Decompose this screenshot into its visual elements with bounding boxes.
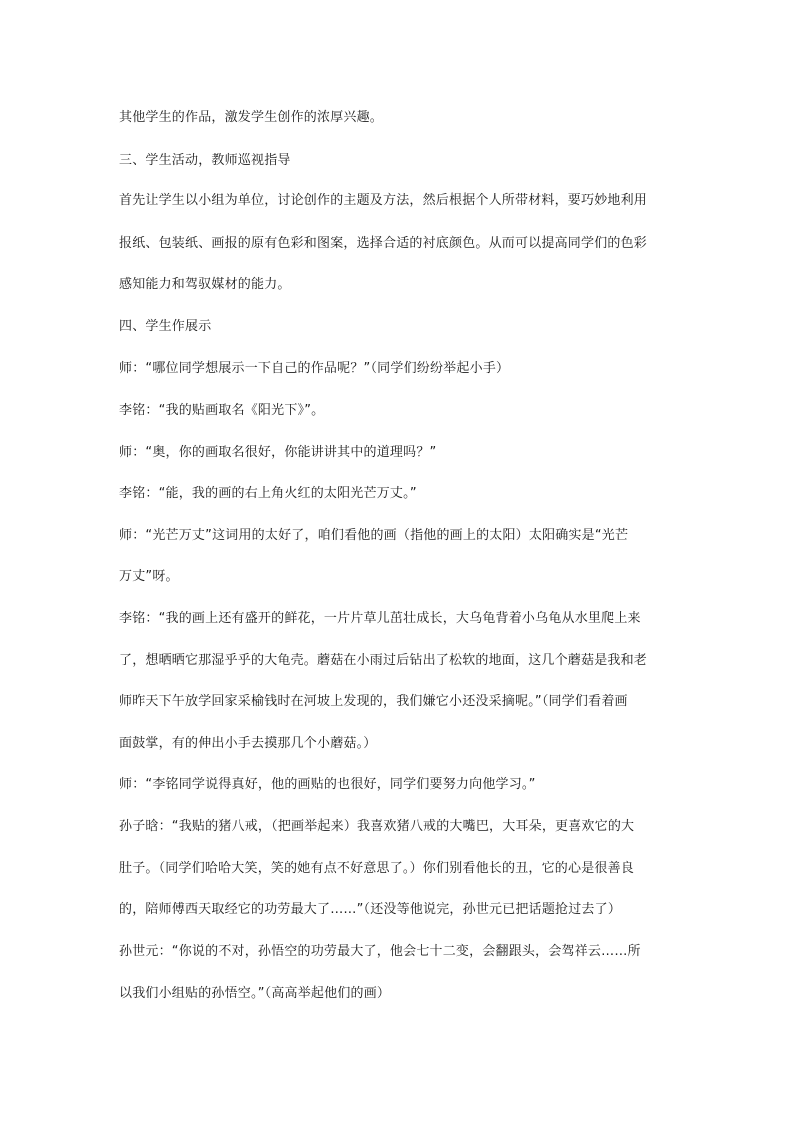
dialogue-line: 李铭：“我的贴画取名《阳光下》”。 <box>119 403 325 418</box>
dialogue-line: 面鼓掌，有的伸出小手去摸那几个小蘑菇。） <box>119 736 377 751</box>
dialogue-line: 万丈”呀。 <box>119 569 179 584</box>
dialogue-line: 师：“奥，你的画取名很好，你能讲讲其中的道理吗？” <box>119 445 437 460</box>
dialogue-line: 师：“光芒万丈”这词用的太好了，咱们看他的画（指他的画上的太阳）太阳确实是“光芒 <box>119 528 629 543</box>
section-heading: 三、学生活动，教师巡视指导 <box>119 153 291 168</box>
paragraph-line: 首先让学生以小组为单位，讨论创作的主题及方法，然后根据个人所带材料，要巧妙地利用 <box>119 193 648 208</box>
paragraph-line: 感知能力和驾驭媒材的能力。 <box>119 277 291 292</box>
paragraph-line: 其他学生的作品，激发学生创作的浓厚兴趣。 <box>119 110 384 125</box>
dialogue-line: 师昨天下午放学回家采榆钱时在河坡上发现的，我们嫌它小还没采摘呢。”（同学们看着画 <box>119 694 628 709</box>
dialogue-line: 师：“哪位同学想展示一下自己的作品呢？”（同学们纷纷举起小手） <box>119 361 510 376</box>
dialogue-line: 肚子。（同学们哈哈大笑，笑的她有点不好意思了。）你们别看他长的丑，它的心是很善良 <box>119 861 635 876</box>
dialogue-line: 李铭：“我的画上还有盛开的鲜花，一片片草儿茁壮成长，大乌龟背着小乌龟从水里爬上来 <box>119 611 641 626</box>
dialogue-line: 孙世元：“你说的不对，孙悟空的功劳最大了，他会七十二变，会翻跟头，会驾祥云……所 <box>119 944 641 959</box>
dialogue-line: 了，想晒晒它那湿乎乎的大龟壳。蘑菇在小雨过后钻出了松软的地面，这几个蘑菇是我和老 <box>119 653 648 668</box>
dialogue-line: 师：“李铭同学说得真好，他的画贴的也很好，同学们要努力向他学习。” <box>119 777 536 792</box>
dialogue-line: 的，陪师傅西天取经它的功劳最大了……”（还没等他说完，孙世元已把话题抢过去了） <box>119 902 622 917</box>
section-heading: 四、学生作展示 <box>119 319 212 334</box>
dialogue-line: 李铭：“能，我的画的右上角火红的太阳光芒万丈。” <box>119 486 417 501</box>
dialogue-line: 孙子晗：“我贴的猪八戒，（把画举起来）我喜欢猪八戒的大嘴巴，大耳朵，更喜欢它的大 <box>119 819 635 834</box>
dialogue-line: 以我们小组贴的孙悟空。”（高高举起他们的画） <box>119 986 391 1001</box>
paragraph-line: 报纸、包装纸、画报的原有色彩和图案，选择合适的衬底颜色。从而可以提高同学们的色彩 <box>119 236 648 251</box>
